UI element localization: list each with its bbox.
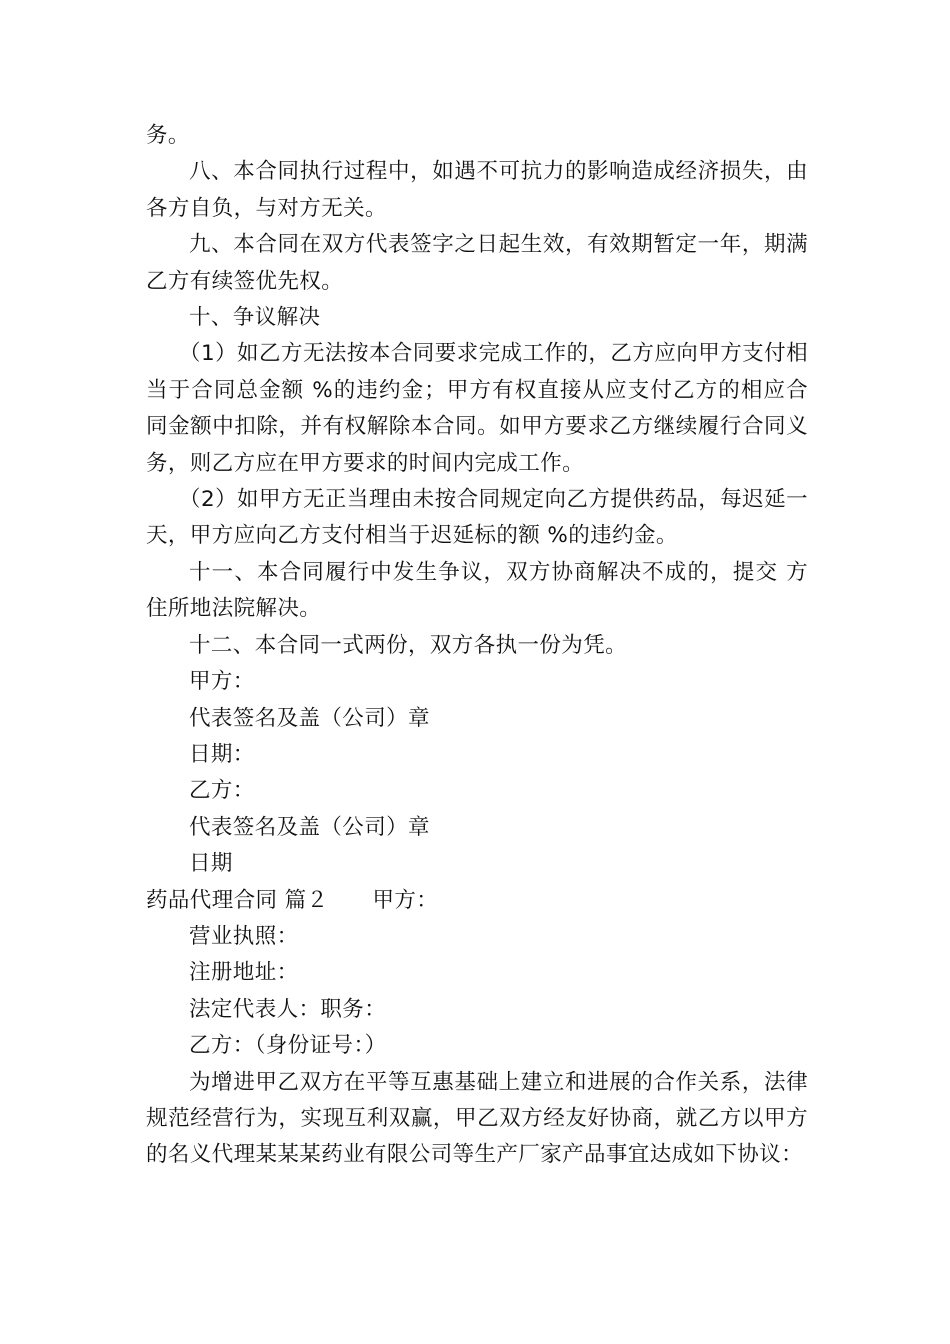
section-2-preamble: 为增进甲乙双方在平等互惠基础上建立和进展的合作关系，法律规范经营行为，实现互利双赢，甲乙双方经友好协商，就乙方以甲方的名义代理某某某药业有限公司等生产厂家产品事宜达成如下协议： bbox=[146, 1069, 808, 1168]
clause-10-heading: 十、争议解决 bbox=[189, 305, 321, 331]
section-2-title: 药品代理合同 篇２ bbox=[146, 887, 329, 913]
contract-text bbox=[146, 118, 808, 1174]
signature-party-b: 乙方： bbox=[189, 778, 255, 804]
section-2-business-license: 营业执照： bbox=[189, 923, 299, 949]
clause-8: 八、本合同执行过程中，如遇不可抗力的影响造成经济损失，由各方自负，与对方无关。 bbox=[146, 159, 808, 221]
clause-9: 九、本合同在双方代表签字之日起生效，有效期暂定一年，期满乙方有续签优先权。 bbox=[146, 232, 808, 294]
section-2-heading bbox=[146, 883, 808, 919]
clause-10-item-1: （1）如乙方无法按本合同要求完成工作的，乙方应向甲方支付相当于合同总金额 %的违约金；甲方有权直接从应支付乙方的相应合同金额中扣除，并有权解除本合同。如甲方要求乙方继续履行合同义务，则乙方应在甲方要求的时间内完成工作。 bbox=[146, 341, 808, 476]
clause-12: 十二、本合同一式两份，双方各执一份为凭。 bbox=[189, 632, 628, 658]
section-2-legal-representative: 法定代表人：职务： bbox=[189, 996, 387, 1022]
signature-party-a: 甲方： bbox=[189, 669, 255, 695]
paragraph-continuation: 务。 bbox=[146, 123, 190, 148]
signature-party-b-seal: 代表签名及盖（公司）章 bbox=[189, 814, 430, 840]
clause-10-item-2: （2）如甲方无正当理由未按合同规定向乙方提供药品，每迟延一天，甲方应向乙方支付相当于迟延标的额 %的违约金。 bbox=[146, 487, 808, 549]
signature-party-a-date: 日期： bbox=[189, 741, 255, 767]
signature-party-a-seal: 代表签名及盖（公司）章 bbox=[189, 705, 430, 731]
section-2-registered-address: 注册地址： bbox=[189, 960, 299, 986]
clause-11: 十一、本合同履行中发生争议，双方协商解决不成的，提交 方住所地法院解决。 bbox=[146, 559, 808, 622]
signature-party-b-date: 日期 bbox=[189, 851, 233, 877]
section-2-party-b: 乙方：（身份证号：） bbox=[189, 1033, 387, 1059]
section-2-party-a-label: 甲方： bbox=[372, 887, 439, 913]
